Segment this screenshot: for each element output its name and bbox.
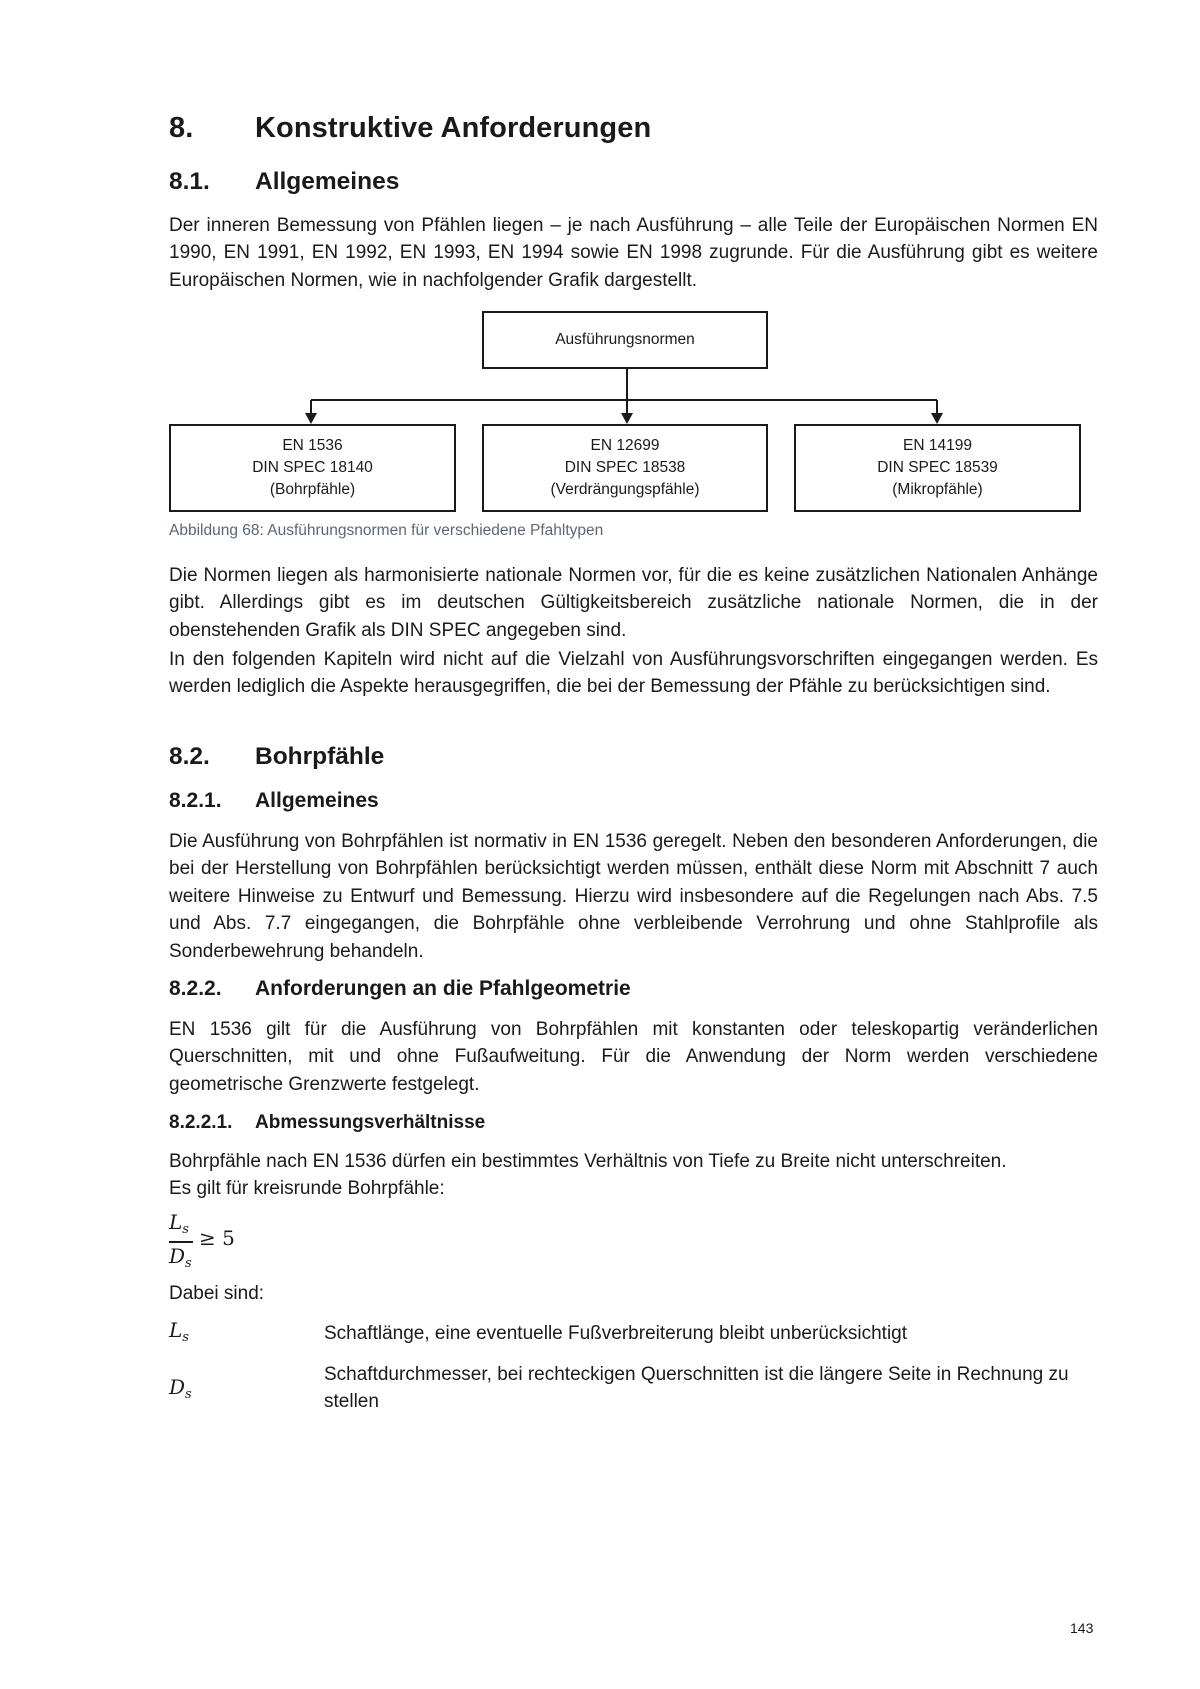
- formula-numerator: $L_s$: [169, 1210, 189, 1237]
- diagram-child-line: EN 12699: [590, 437, 660, 454]
- formula-denominator: $D_s$: [169, 1244, 192, 1271]
- heading-number: 8.2.: [169, 743, 210, 770]
- paragraph-8-2-2: EN 1536 gilt für die Ausführung von Bohrpfählen mit konstanten oder teleskopartig veränderlichen Querschnitten, mit und ohne Fußaufweitung. Für die Anwendung der Norm werden verschiedene geometrische Grenzwerte festgelegt.: [169, 1019, 1098, 1095]
- paragraph-8-2-2-1-a: Bohrpfähle nach EN 1536 dürfen ein bestimmtes Verhältnis von Tiefe zu Breite nicht unterschreiten.: [169, 1151, 1007, 1172]
- heading-title: Abmessungsverhältnisse: [255, 1112, 486, 1133]
- arrow-icon: [305, 413, 317, 424]
- paragraph-after-figure-1: Die Normen liegen als harmonisierte nationale Normen vor, für die es keine zusätzlichen Nationalen Anhänge gibt. Allerdings gibt es im deutschen Gültigkeitsbereich zusätzliche nationale Normen, die in der obenstehenden Grafik als DIN SPEC angegeben sind.: [169, 565, 1098, 641]
- heading-number: 8.2.1.: [169, 789, 222, 812]
- heading-number: 8.2.2.1.: [169, 1112, 233, 1133]
- paragraph-8-2-2-1-b: Es gilt für kreisrunde Bohrpfähle:: [169, 1178, 445, 1199]
- definition-symbol: $L_s$: [169, 1318, 189, 1345]
- paragraph-8-1: Der inneren Bemessung von Pfählen liegen – je nach Ausführung – alle Teile der Europäischen Normen EN 1990, EN 1991, EN 1992, EN 1993, EN 1994 sowie EN 1998 zugrunde. Für die Ausführung gibt es weitere Europäischen Normen, wie in nachfolgender Grafik dargestellt.: [169, 215, 1098, 291]
- diagram-child-box: [169, 424, 456, 512]
- diagram-child-line: EN 14199: [903, 437, 972, 454]
- heading-title: Konstruktive Anforderungen: [255, 112, 652, 144]
- heading-title: Allgemeines: [255, 168, 400, 195]
- arrow-icon: [621, 413, 633, 424]
- paragraph-after-figure-2: In den folgenden Kapiteln wird nicht auf die Vielzahl von Ausführungsvorschriften eingegangen werden. Es werden lediglich die Aspekte herausgegriffen, die bei der Bemessung der Pfähle zu berücksichtigen sind.: [169, 649, 1098, 698]
- diagram-child-line: DIN SPEC 18140: [252, 459, 373, 476]
- figure-caption: Abbildung 68: Ausführungsnormen für verschiedene Pfahltypen: [169, 522, 604, 539]
- diagram-child-line: DIN SPEC 18538: [564, 459, 686, 476]
- paragraph-8-2-1: Die Ausführung von Bohrpfählen ist normativ in EN 1536 geregelt. Neben den besonderen Anforderungen, die bei der Herstellung von Bohrpfählen berücksichtigt werden müssen, enthält diese Norm mit Abschnitt 7 auch weitere Hinweise zu Entwurf und Bemessung. Hierzu wird insbesondere auf die Regelungen nach Abs. 7.5 und Abs. 7.7 eingegangen, die Bohrpfähle ohne verbleibende Verrohrung und ohne Stahlprofile als Sonderbewehrung behandeln.: [169, 831, 1098, 962]
- definition-text: Schaftlänge, eine eventuelle Fußverbreiterung bleibt unberücksichtigt: [324, 1323, 908, 1344]
- diagram-child-line: (Verdrängungspfähle): [550, 481, 700, 498]
- heading-title: Bohrpfähle: [255, 743, 385, 770]
- arrow-icon: [931, 413, 943, 424]
- heading-number: 8.2.2.: [169, 977, 222, 1000]
- page-number: 143: [1070, 1620, 1094, 1636]
- diagram-child-line: (Mikropfähle): [892, 481, 983, 498]
- heading-title: Anforderungen an die Pfahlgeometrie: [255, 977, 631, 1000]
- diagram-child-line: EN 1536: [282, 437, 343, 454]
- heading-number: 8.: [169, 112, 194, 144]
- diagram-root-label: Ausführungsnormen: [555, 331, 695, 348]
- diagram-child-box: [794, 424, 1081, 512]
- heading-number: 8.1.: [169, 168, 210, 195]
- formula-relation: ≥ 5: [199, 1226, 235, 1250]
- diagram-root-box: [482, 311, 768, 369]
- diagram-child-line: (Bohrpfähle): [269, 481, 356, 498]
- where-label: Dabei sind:: [169, 1283, 265, 1304]
- definition-text: Schaftdurchmesser, bei rechteckigen Querschnitten ist die längere Seite in Rechnung zu stellen: [324, 1364, 1069, 1413]
- heading-title: Allgemeines: [255, 789, 379, 812]
- diagram-child-box: [482, 424, 768, 512]
- diagram-child-line: DIN SPEC 18539: [877, 459, 998, 476]
- definition-symbol: $D_s$: [169, 1375, 192, 1402]
- fraction-bar: [169, 1241, 193, 1243]
